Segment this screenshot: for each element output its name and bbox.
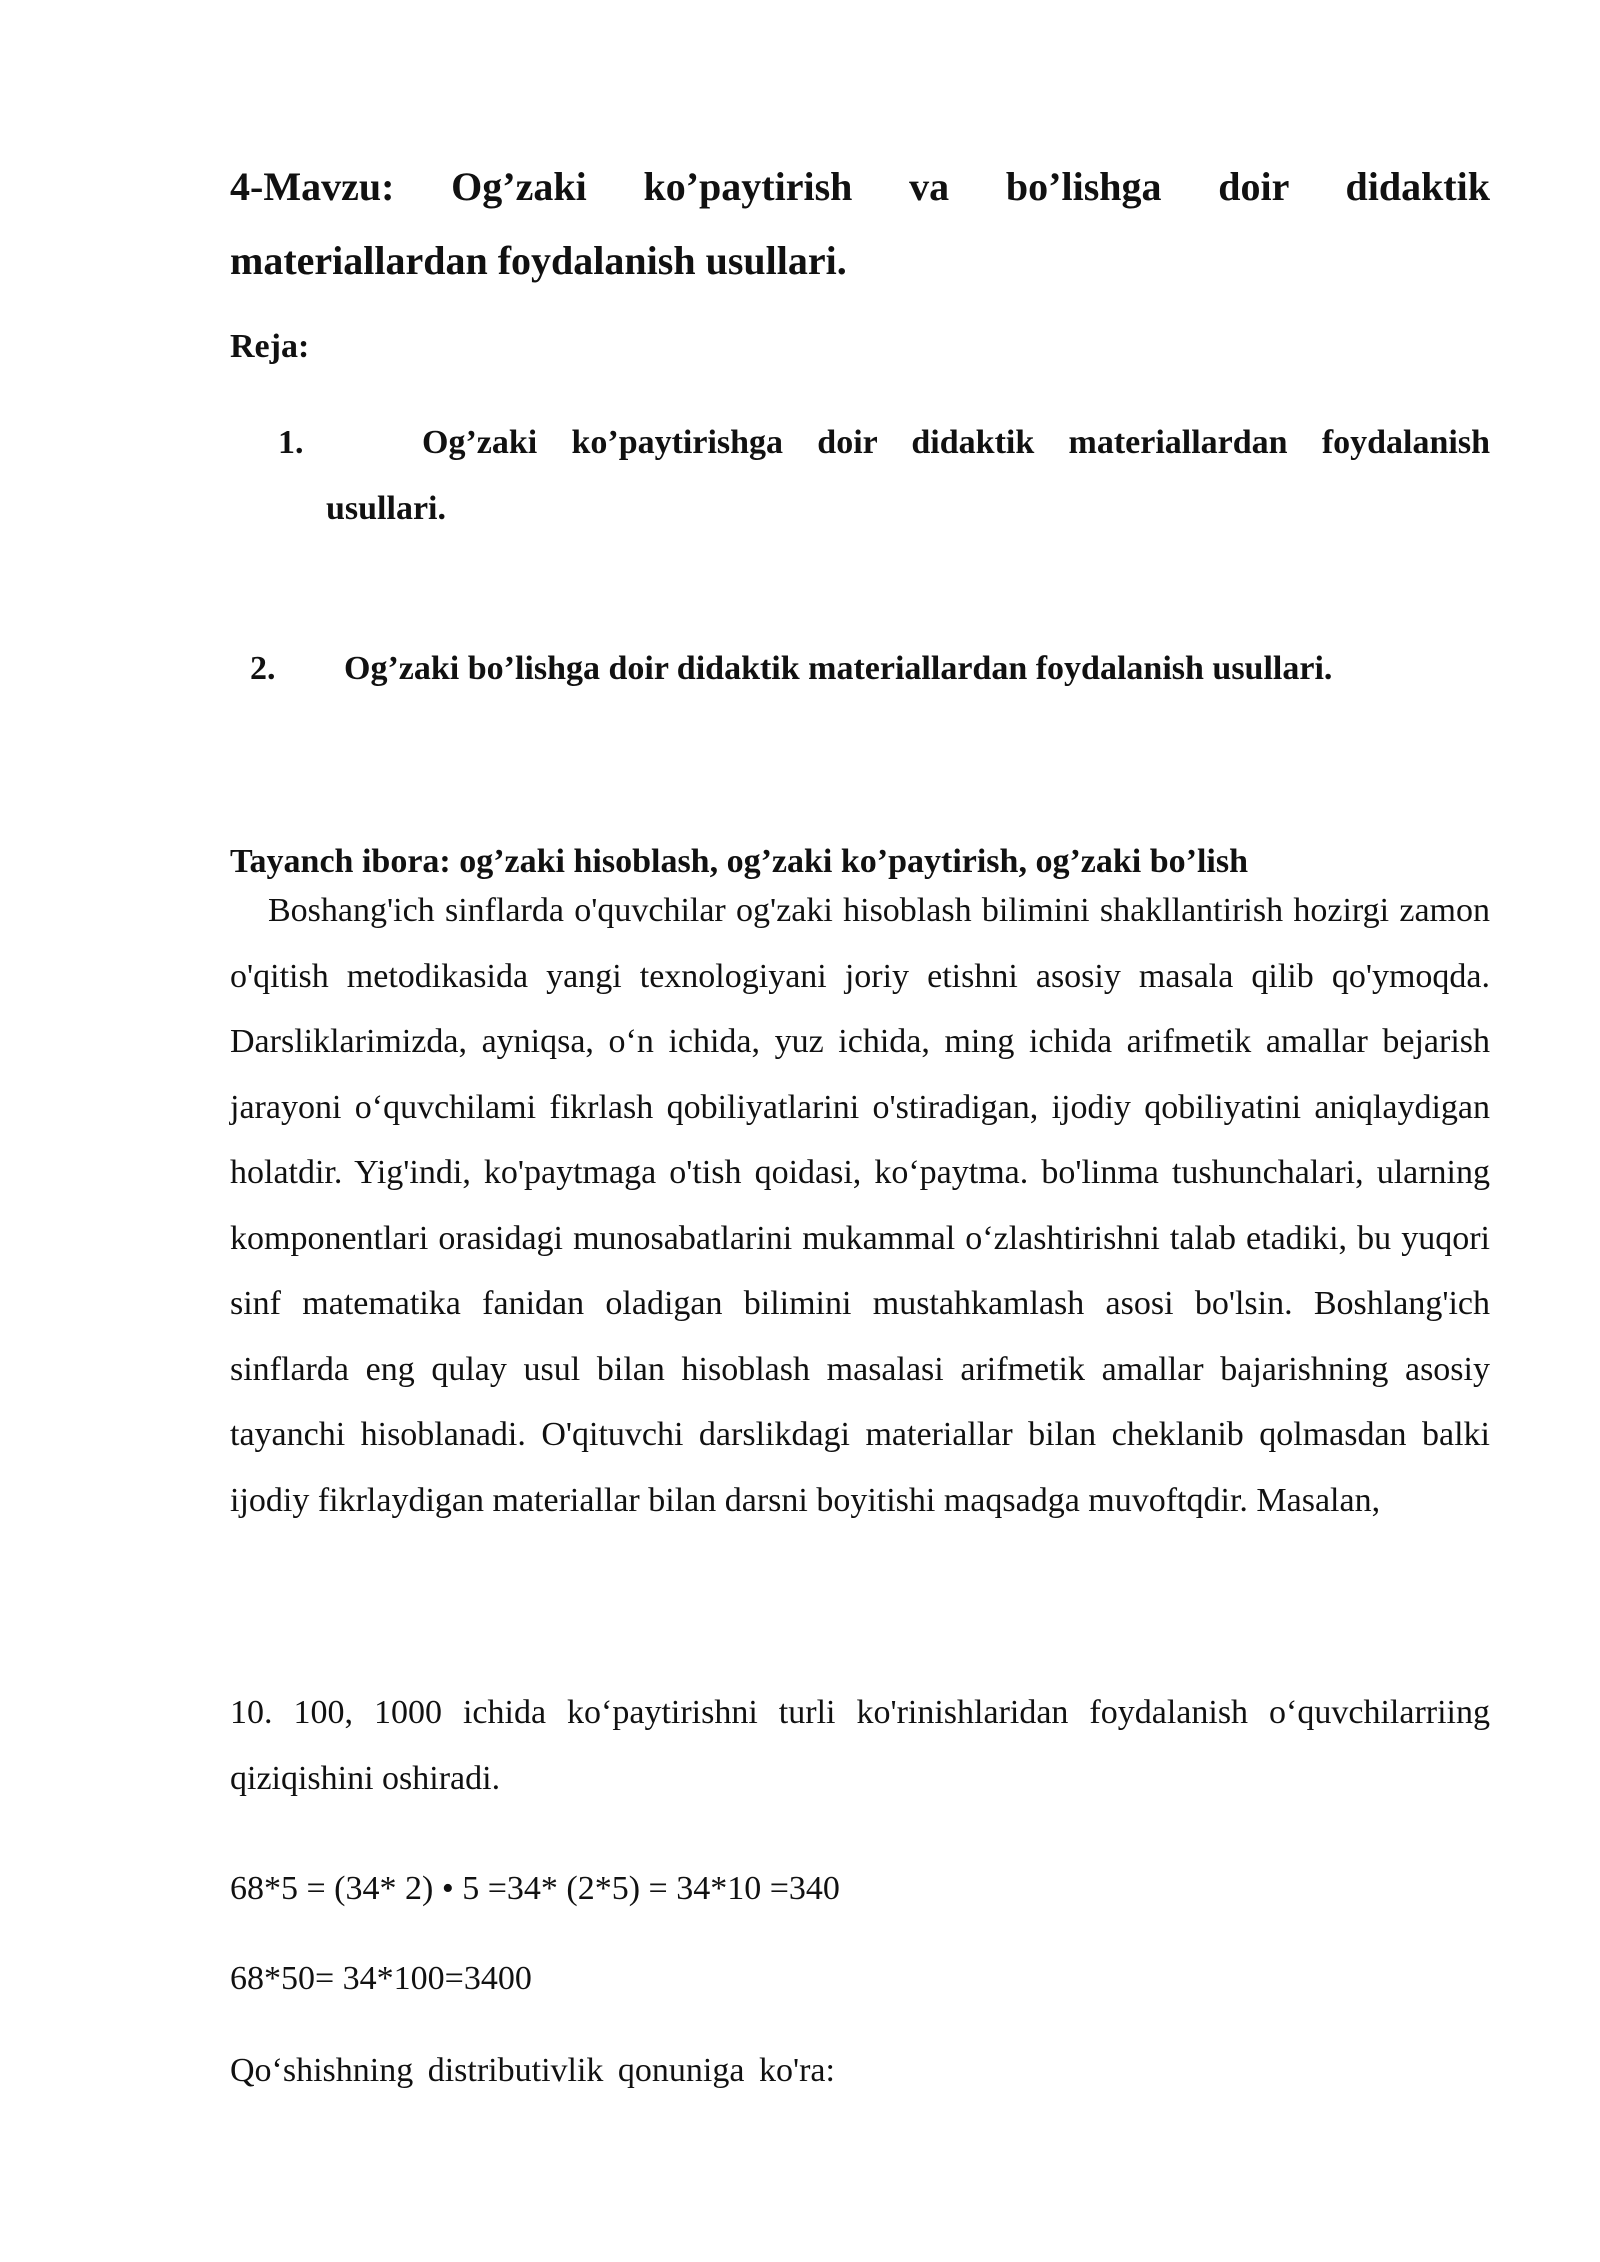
plan-item-text-line-1: Og’zaki ko’paytirishga doir didaktik materiallardan foydalanish [422,424,1490,461]
title-line-1: 4-Mavzu: Og’zaki ko’paytirish va bo’lishga doir didaktik [230,164,1490,209]
example-paragraph: 10. 100, 1000 ichida ko‘paytirishni turli ko'rinishlaridan foydalanish o‘quvchilarriing qiziqishini oshiradi. [230,1694,1490,1797]
plan-item-number: 1. [278,424,304,461]
key-phrase: Tayanch ibora: og’zaki hisoblash, og’zaki ko’paytirish, og’zaki bo’lish [230,843,1248,880]
body-paragraph [230,878,1490,1533]
plan-item-number: 2. [250,650,276,687]
plan-heading: Reja: [230,328,310,365]
plan-item-2 [250,636,1332,702]
plan-item-1 [278,410,1490,542]
document-title [230,150,1490,298]
rule-line: Qo‘shishning distributivlik qonuniga ko'ra: [230,2052,835,2089]
plan-item-text-line-2: usullari. [326,490,446,527]
plan-item-text: Og’zaki bo’lishga doir didaktik materiallardan foydalanish usullari. [344,650,1333,687]
equation-1: 68*5 = (34* 2) • 5 =34* (2*5) = 34*10 =340 [230,1870,840,1907]
title-line-2: materiallardan foydalanish usullari. [230,238,847,283]
body-paragraph-text: Boshang'ich sinflarda o'quvchilar og'zaki hisoblash bilimini shakllantirish hozirgi zamon o'qitish metodikasida yangi texnologiyani joriy etishni asosiy masala qilib qo'ymoqda. Darsliklarimizda, ayniqsa, o‘n ichida, yuz ichida, ming ichida arifmetik amallar bejarish jarayoni o‘quvchilami fikrlash qobiliyatlarini o'stiradigan, ijodiy qobiliyatini aniqlaydigan holatdir. Yig'indi, ko'paytmaga o'tish qoidasi, ko‘paytma. bo'linma tushunchalari, ularning komponentlari orasidagi munosabatlarini mukammal o‘zlashtirishni talab etadiki, bu yuqori sinf matematika fanidan oladigan bilimini mustahkamlash asosi bo'lsin. Boshlang'ich sinflarda eng qulay usul bilan hisoblash masalasi arifmetik amallar bajarishning asosiy tayanchi hisoblanadi. O'qituvchi darslikdagi materiallar bilan cheklanib qolmasdan balki ijodiy fikrlaydigan materiallar bilan darsni boyitishi maqsadga muvoftqdir. Masalan, [230,892,1490,1519]
equation-2: 68*50= 34*100=3400 [230,1960,532,1997]
document-page [230,150,1490,2089]
